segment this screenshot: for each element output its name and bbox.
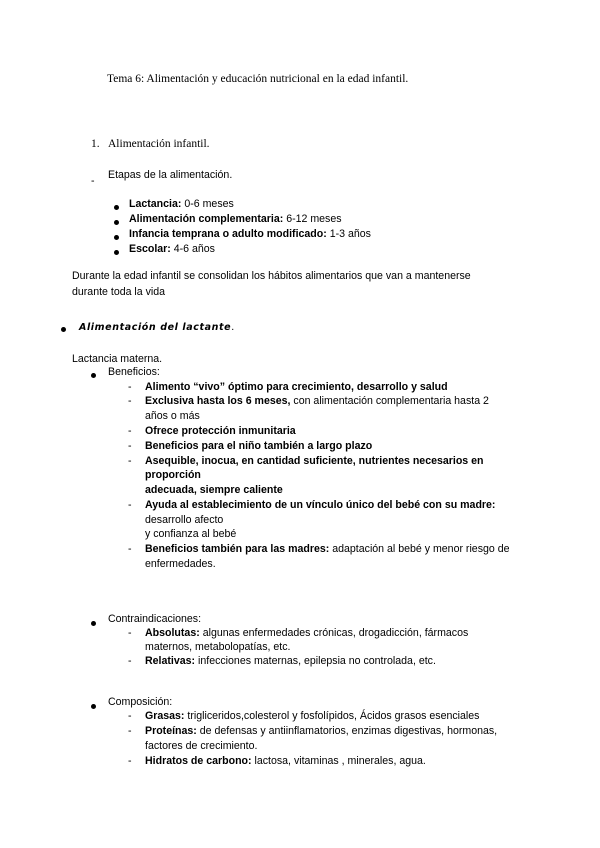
dash-marker: - bbox=[128, 755, 132, 767]
list-item bbox=[145, 409, 200, 424]
list-item bbox=[145, 557, 216, 572]
stage-value: 1-3 años bbox=[326, 228, 371, 240]
list-item-bold: Absolutas: bbox=[145, 627, 200, 639]
list-item bbox=[145, 380, 448, 395]
list-item bbox=[145, 468, 201, 483]
list-item-bold: Asequible, inocua, en cantidad suficiente, nutrientes necesarios en bbox=[145, 455, 484, 467]
dash-marker: - bbox=[128, 710, 132, 722]
list-item-bold: adecuada, siempre caliente bbox=[145, 484, 283, 496]
stage-label: Lactancia: bbox=[129, 198, 182, 210]
list-item-bold: Ayuda al establecimiento de un vínculo único del bebé con su madre: bbox=[145, 499, 496, 511]
list-item-bold: Beneficios también para las madres: bbox=[145, 543, 330, 555]
dash-marker: - bbox=[128, 455, 132, 467]
list-item bbox=[145, 754, 426, 769]
list-item-text: años o más bbox=[145, 410, 200, 422]
dash-marker: - bbox=[128, 725, 132, 737]
beneficios-label: Beneficios: bbox=[108, 366, 160, 378]
list-item bbox=[145, 724, 497, 739]
list-item-bold: proporción bbox=[145, 469, 201, 481]
list-item-bold: Grasas: bbox=[145, 710, 185, 722]
list-item-text: adaptación al bebé y menor riesgo de bbox=[329, 543, 510, 555]
list-item-bold: Hidratos de carbono: bbox=[145, 755, 252, 767]
list-item-text: maternos, metabolopatías, etc. bbox=[145, 641, 291, 653]
list-item-text: algunas enfermedades crónicas, drogadicción, fármacos bbox=[199, 627, 469, 639]
stage-item bbox=[129, 227, 371, 242]
list-item-bold: Relativas: bbox=[145, 655, 196, 667]
list-item bbox=[145, 654, 436, 669]
paragraph-line: durante toda la vida bbox=[72, 286, 166, 298]
stage-label: Infancia temprana o adulto modificado: bbox=[129, 228, 327, 240]
dash-marker: - bbox=[128, 425, 132, 437]
list-item bbox=[145, 483, 283, 498]
lactante-heading bbox=[79, 320, 234, 335]
list-item-text: y confianza al bebé bbox=[145, 528, 237, 540]
stage-label: Escolar: bbox=[129, 243, 171, 255]
section-number: 1. bbox=[91, 138, 100, 150]
dash-marker: - bbox=[128, 655, 132, 667]
composicion-label: Composición: bbox=[108, 696, 173, 708]
dash-marker: - bbox=[128, 395, 132, 407]
stage-value: 0-6 meses bbox=[181, 198, 234, 210]
lactancia-intro: Lactancia materna. bbox=[72, 353, 163, 365]
dash-marker: - bbox=[128, 440, 132, 452]
stage-item bbox=[129, 242, 215, 257]
bullet-icon bbox=[114, 201, 119, 216]
page-title: Tema 6: Alimentación y educación nutricional en la edad infantil. bbox=[107, 73, 409, 85]
bullet-icon bbox=[114, 246, 119, 261]
dash-marker: - bbox=[128, 381, 132, 393]
list-item-bold: Beneficios para el niño también a largo plazo bbox=[145, 440, 373, 452]
list-item-bold: Ofrece protección inmunitaria bbox=[145, 425, 296, 437]
list-item-text: con alimentación complementaria hasta 2 bbox=[290, 395, 489, 407]
list-item-bold: Proteínas: bbox=[145, 725, 197, 737]
list-item bbox=[145, 542, 510, 557]
paragraph-line: Durante la edad infantil se consolidan los hábitos alimentarios que van a mantenerse bbox=[72, 270, 471, 282]
section-heading: Alimentación infantil. bbox=[108, 138, 210, 150]
list-item bbox=[145, 513, 223, 528]
dash-marker: - bbox=[128, 627, 132, 639]
dash-marker: - bbox=[128, 499, 132, 511]
list-item bbox=[145, 424, 296, 439]
bullet-icon bbox=[91, 700, 96, 715]
lactante-heading-text: Alimentación del lactante bbox=[79, 322, 232, 333]
list-item bbox=[145, 394, 489, 409]
bullet-icon bbox=[114, 231, 119, 246]
list-item-text: lactosa, vitaminas , minerales, agua. bbox=[251, 755, 426, 767]
list-item-bold: Alimento “vivo” óptimo para crecimiento, desarrollo y salud bbox=[145, 381, 448, 393]
stage-value: 4-6 años bbox=[170, 243, 215, 255]
list-item bbox=[145, 498, 495, 513]
contraindicaciones-label: Contraindicaciones: bbox=[108, 613, 202, 625]
list-item bbox=[145, 640, 290, 655]
dash-marker: - bbox=[91, 175, 95, 187]
list-item-text: desarrollo afecto bbox=[145, 514, 224, 526]
stage-item bbox=[129, 212, 342, 227]
list-item-text: de defensas y antiinflamatorios, enzimas digestivas, hormonas, bbox=[196, 725, 498, 737]
list-item-text: infecciones maternas, epilepsia no controlada, etc. bbox=[195, 655, 436, 667]
list-item-text: enfermedades. bbox=[145, 558, 216, 570]
list-item bbox=[145, 454, 484, 469]
list-item bbox=[145, 739, 257, 754]
list-item bbox=[145, 626, 468, 641]
lactante-heading-suffix: . bbox=[231, 321, 235, 333]
stage-label: Alimentación complementaria: bbox=[129, 213, 284, 225]
list-item bbox=[145, 709, 479, 724]
bullet-icon bbox=[61, 323, 66, 338]
bullet-icon bbox=[91, 617, 96, 632]
list-item-bold: Exclusiva hasta los 6 meses, bbox=[145, 395, 291, 407]
dash-marker: - bbox=[128, 543, 132, 555]
bullet-icon bbox=[114, 216, 119, 231]
subheading: Etapas de la alimentación. bbox=[108, 169, 233, 181]
list-item-text: factores de crecimiento. bbox=[145, 740, 258, 752]
list-item-text: trigliceridos,colesterol y fosfolípidos, Ácidos grasos esenciales bbox=[184, 710, 480, 722]
bullet-icon bbox=[91, 369, 96, 384]
list-item bbox=[145, 439, 372, 454]
stage-value: 6-12 meses bbox=[283, 213, 342, 225]
list-item bbox=[145, 527, 236, 542]
stage-item bbox=[129, 197, 234, 212]
